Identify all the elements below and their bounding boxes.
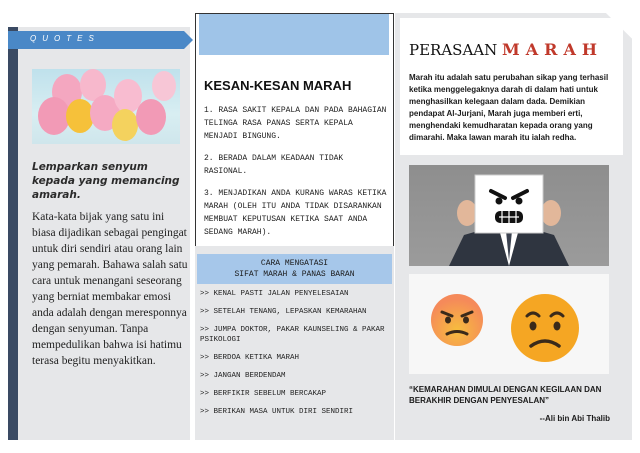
angry-emoji-icon	[431, 294, 483, 346]
sad-emoji-icon	[511, 294, 579, 362]
tips-header	[197, 254, 392, 284]
list-item: 3. MENJADIKAN ANDA KURANG WARAS KETIKA MARAH (OLEH ITU ANDA TIDAK DISARANKAN MEMBUAT KEPUTUSAN KETIKA SAAT ANDA SEDANG MARAH).	[204, 189, 387, 237]
angry-face-photo	[409, 165, 609, 266]
effects-title: KESAN-KESAN MARAH	[204, 78, 352, 93]
tips-title-line-2: SIFAT MARAH & PANAS BARAN	[234, 270, 355, 279]
closing-quote: “KEMARAHAN DIMULAI DENGAN KEGILAAN DAN BERAKHIR DENGAN PENYESALAN”	[409, 385, 602, 405]
balloons-image	[32, 69, 180, 144]
tips-list	[200, 289, 390, 425]
list-item: >> KENAL PASTI JALAN PENYELESAIAN	[200, 290, 349, 298]
list-item: >> BERFIKIR SEBELUM BERCAKAP	[200, 390, 327, 398]
tips-title-line-1: CARA MENGATASI	[260, 259, 329, 268]
list-item: >> SETELAH TENANG, LEPASKAN KEMARAHAN	[200, 308, 367, 316]
right-title-word-2: MARAH	[502, 40, 603, 59]
right-title-word-1: PERASAAN	[409, 41, 498, 59]
emoji-illustration	[409, 274, 609, 374]
right-title	[409, 40, 603, 59]
effects-list	[204, 104, 390, 248]
list-item: >> BERIKAN MASA UNTUK DIRI SENDIRI	[200, 408, 354, 416]
quotes-label: QUOTES	[30, 34, 100, 43]
lead-quote: Lemparkan senyum kepada yang memancing amarah.	[32, 161, 180, 201]
man-holding-sign-icon	[409, 165, 609, 266]
list-item: 2. BERADA DALAM KEADAAN TIDAK RASIONAL.	[204, 154, 344, 176]
left-body-text: Kata-kata bijak yang satu ini biasa dijadikan sebagai pengingat untuk diri sendiri atau orang lain yang pemarah. Bahawa salah satu cara untuk menangani seseorang yang berniat membakar emosi anda adalah dengan meresponnya dengan senyuman. Tanpa mempedulikan bahwa isi hatimu terasa begitu menyakitkan.	[32, 211, 188, 367]
right-body-text: Marah itu adalah satu perubahan sikap yang terhasil ketika menggelegaknya darah di dalam hati untuk menghasilkan kelegaan dalam dada. Demikian pendapat Al-Jurjani, Marah juga memberi erti, menghendaki kemudharatan kepada orang yang dimarahi. Maka lawan marah itu ialah redha.	[409, 73, 609, 142]
quote-attribution: --Ali bin Abi Thalib	[539, 414, 610, 423]
list-item: 1. RASA SAKIT KEPALA DAN PADA BAHAGIAN TELINGA RASA PANAS SERTA KEPALA MENJADI BINGUNG.	[204, 106, 387, 141]
list-item: >> BERDOA KETIKA MARAH	[200, 354, 300, 362]
emoji-area	[409, 274, 609, 374]
list-item: >> JUMPA DOKTOR, PAKAR KAUNSELING & PAKAR PSIKOLOGI	[200, 326, 385, 344]
list-item: >> JANGAN BERDENDAM	[200, 372, 286, 380]
